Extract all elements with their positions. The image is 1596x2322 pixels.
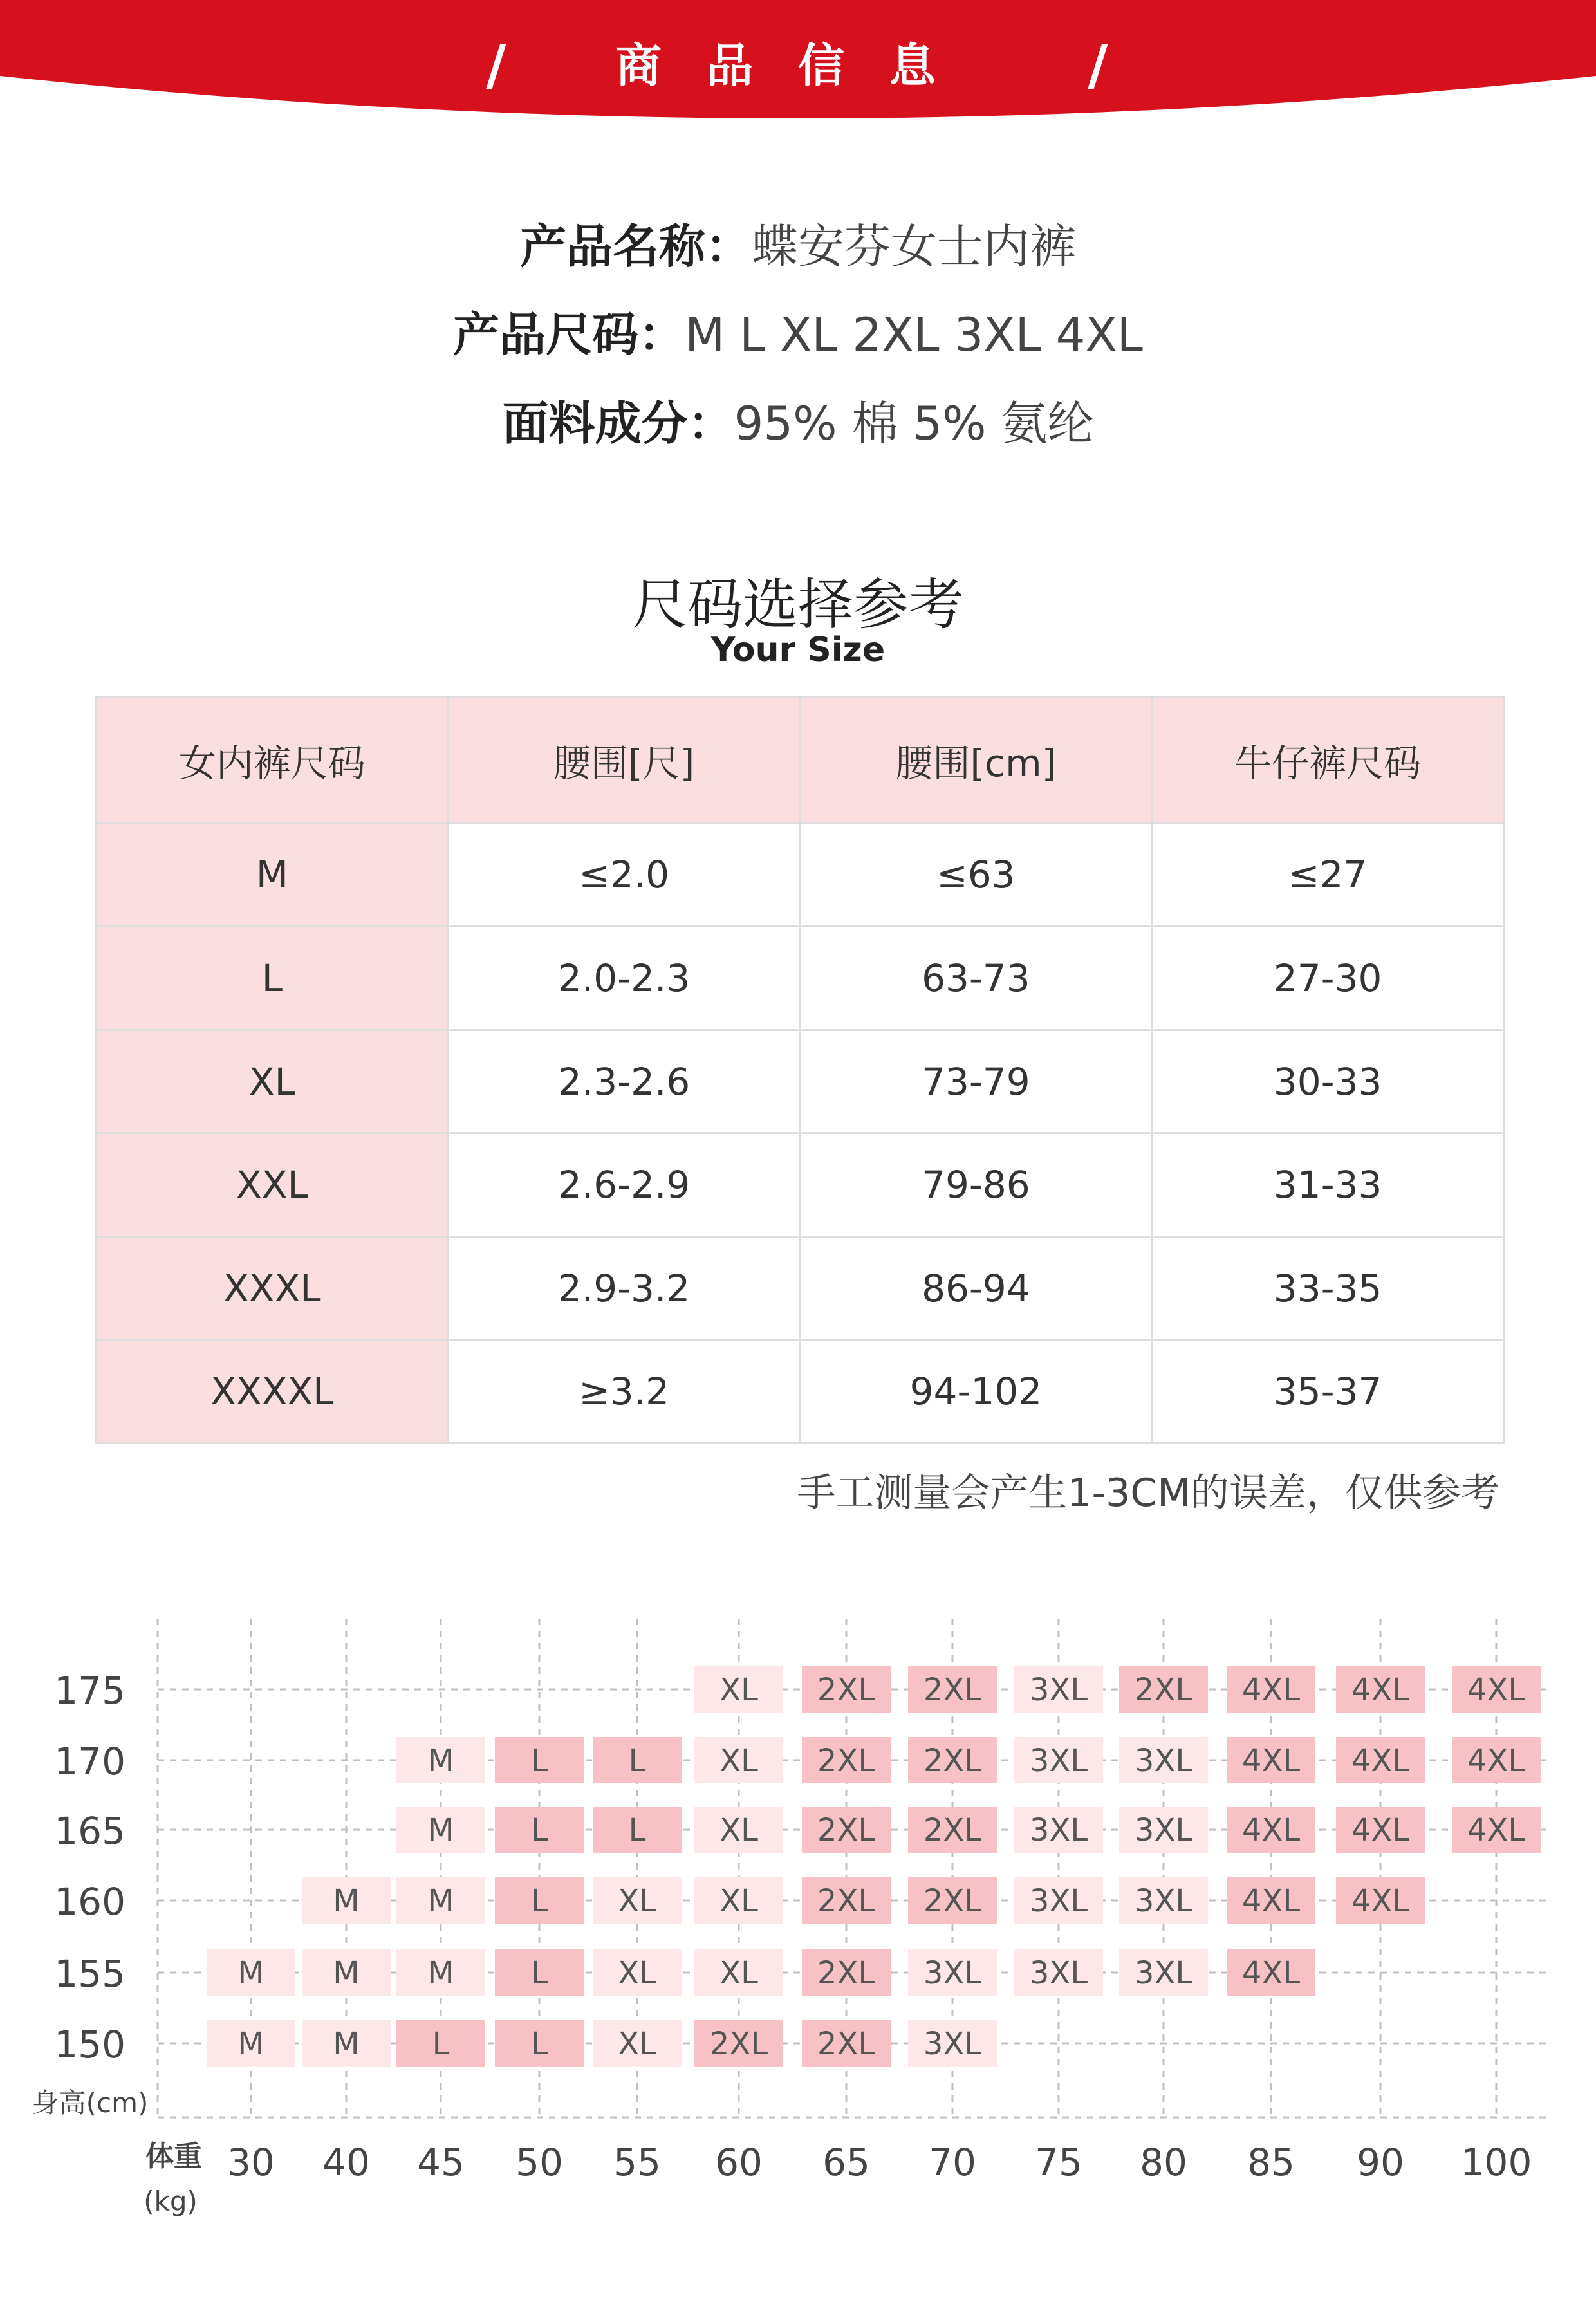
size-cell-label: 4XL bbox=[1351, 1743, 1410, 1779]
size-cell: XXXXL bbox=[97, 1340, 449, 1444]
size-cell-label: 3XL bbox=[1029, 1955, 1088, 1991]
size-cell-label: XL bbox=[618, 1955, 656, 1991]
size-cell-label: L bbox=[530, 1955, 548, 1991]
size-cell-label: 2XL bbox=[923, 1883, 982, 1919]
size-cell-label: 3XL bbox=[1134, 1883, 1193, 1919]
size-cell-label: 2XL bbox=[817, 1743, 876, 1779]
product-size-label: 产品尺码： bbox=[453, 308, 685, 362]
size-cell-label: 2XL bbox=[923, 1672, 982, 1708]
size-section-title: 尺码选择参考 bbox=[632, 573, 964, 637]
product-size-line bbox=[0, 297, 1596, 364]
x-tick-label: 40 bbox=[322, 2141, 370, 2184]
size-cell-label: 2XL bbox=[817, 1812, 876, 1848]
size-cell-label: 4XL bbox=[1351, 1812, 1410, 1848]
size-cell-label: 4XL bbox=[1351, 1672, 1410, 1708]
size-cell-label: M bbox=[237, 1955, 264, 1991]
size-table-row bbox=[97, 823, 1504, 927]
size-cell-label: 3XL bbox=[1029, 1743, 1088, 1779]
size-cell: 2.9-3.2 bbox=[448, 1236, 800, 1340]
x-tick-label: 55 bbox=[613, 2141, 661, 2184]
size-cell-label: XL bbox=[719, 1743, 758, 1779]
size-cell-label: M bbox=[333, 1883, 360, 1919]
size-cell-label: 4XL bbox=[1241, 1883, 1301, 1919]
size-cell-label: 2XL bbox=[709, 2026, 768, 2062]
size-cell-label: 2XL bbox=[817, 1672, 876, 1708]
size-cell-label: 3XL bbox=[1029, 1672, 1088, 1708]
size-cell: 35-37 bbox=[1152, 1340, 1504, 1444]
x-tick-label: 80 bbox=[1140, 2141, 1187, 2184]
size-cell: 94-102 bbox=[800, 1340, 1152, 1444]
size-cell-label: L bbox=[530, 1883, 548, 1919]
size-table-row bbox=[97, 1133, 1504, 1237]
header-left-slash: / bbox=[486, 33, 506, 98]
size-cell-label: 2XL bbox=[923, 1812, 982, 1848]
size-cell-label: L bbox=[432, 2026, 450, 2062]
product-name-label: 产品名称： bbox=[519, 219, 752, 274]
size-table bbox=[95, 696, 1505, 1444]
size-cell-label: 3XL bbox=[923, 1955, 982, 1991]
size-cell-label: 3XL bbox=[1134, 1812, 1193, 1848]
size-cell-label: 3XL bbox=[1134, 1955, 1193, 1991]
size-cell: ≤27 bbox=[1152, 823, 1504, 927]
y-tick-label: 165 bbox=[54, 1809, 125, 1853]
y-tick-label: 160 bbox=[54, 1880, 125, 1924]
size-cell-label: 3XL bbox=[1134, 1743, 1193, 1779]
x-tick-label: 50 bbox=[515, 2141, 563, 2184]
size-cell-label: L bbox=[530, 2026, 548, 2062]
size-cell-label: L bbox=[530, 1743, 548, 1779]
size-cell-label: 2XL bbox=[923, 1743, 982, 1779]
size-cell: M bbox=[97, 823, 449, 927]
size-cell: XXXL bbox=[97, 1236, 449, 1340]
size-cell-label: 4XL bbox=[1241, 1743, 1301, 1779]
x-tick-label: 85 bbox=[1247, 2141, 1295, 2184]
size-cell-label: 4XL bbox=[1241, 1672, 1301, 1708]
height-weight-chart bbox=[0, 1583, 1596, 2304]
size-table-row bbox=[97, 1030, 1504, 1133]
size-table-row bbox=[97, 927, 1504, 1030]
size-table-header: 牛仔裤尺码 bbox=[1152, 698, 1504, 824]
header-banner bbox=[0, 0, 1596, 129]
size-cell-label: XL bbox=[719, 1955, 758, 1991]
size-cell: 33-35 bbox=[1152, 1236, 1504, 1340]
size-cell: XXL bbox=[97, 1133, 449, 1237]
x-tick-label: 90 bbox=[1357, 2141, 1404, 2184]
x-tick-label: 30 bbox=[227, 2141, 275, 2184]
size-cell-label: M bbox=[427, 1955, 454, 1991]
size-table-header: 腰围[尺] bbox=[448, 698, 800, 824]
size-cell: 86-94 bbox=[800, 1236, 1152, 1340]
size-cell-label: M bbox=[427, 1743, 454, 1779]
size-cell: 2.0-2.3 bbox=[448, 927, 800, 1030]
size-cell-label: XL bbox=[719, 1812, 758, 1848]
size-cell-label: 4XL bbox=[1467, 1812, 1526, 1848]
x-tick-label: 45 bbox=[417, 2141, 465, 2184]
y-tick-label: 175 bbox=[54, 1669, 125, 1713]
x-tick-label: 60 bbox=[715, 2141, 763, 2184]
size-table-header: 女内裤尺码 bbox=[97, 698, 449, 824]
size-cell: 2.3-2.6 bbox=[448, 1030, 800, 1133]
size-cell-label: XL bbox=[618, 2026, 656, 2062]
size-cell-label: L bbox=[628, 1743, 646, 1779]
size-cell: 63-73 bbox=[800, 927, 1152, 1030]
x-axis-unit: (kg) bbox=[144, 2186, 198, 2217]
size-cell-label: XL bbox=[618, 1883, 656, 1919]
size-cell-label: L bbox=[530, 1812, 548, 1848]
size-cell-label: M bbox=[237, 2026, 264, 2062]
size-cell-label: M bbox=[333, 2026, 360, 2062]
size-cell: 73-79 bbox=[800, 1030, 1152, 1133]
x-axis-label: 体重 bbox=[145, 2140, 202, 2173]
product-fabric-line bbox=[0, 386, 1596, 453]
size-cell-label: 3XL bbox=[923, 2026, 982, 2062]
size-cell-label: 3XL bbox=[1029, 1812, 1088, 1848]
size-cell-label: 2XL bbox=[817, 1883, 876, 1919]
size-table-header: 腰围[cm] bbox=[800, 698, 1152, 824]
measurement-note: 手工测量会产生1-3CM的误差，仅供参考 bbox=[797, 1471, 1499, 1516]
size-table-row bbox=[97, 1236, 1504, 1340]
product-fabric-value: 95% 棉 5% 氨纶 bbox=[734, 396, 1094, 450]
size-cell-label: M bbox=[333, 1955, 360, 1991]
size-cell-label: 4XL bbox=[1241, 1812, 1301, 1848]
size-cell-label: M bbox=[427, 1812, 454, 1848]
y-tick-label: 155 bbox=[54, 1952, 125, 1996]
size-cell-label: L bbox=[628, 1812, 646, 1848]
size-cell-label: 2XL bbox=[817, 2026, 876, 2062]
size-cell: XL bbox=[97, 1030, 449, 1133]
size-cell: 2.6-2.9 bbox=[448, 1133, 800, 1237]
x-tick-label: 100 bbox=[1460, 2141, 1532, 2184]
size-cell: 79-86 bbox=[800, 1133, 1152, 1237]
size-table-row bbox=[97, 1340, 1504, 1444]
y-tick-label: 170 bbox=[54, 1740, 125, 1783]
size-cell: 31-33 bbox=[1152, 1133, 1504, 1237]
size-cell: L bbox=[97, 927, 449, 1030]
size-cell-label: M bbox=[427, 1883, 454, 1919]
product-name-value: 蝶安芬女士内裤 bbox=[752, 219, 1077, 274]
size-cell: 30-33 bbox=[1152, 1030, 1504, 1133]
size-cell: ≤2.0 bbox=[448, 823, 800, 927]
y-axis-label: 身高(cm) bbox=[32, 2087, 149, 2119]
size-cell-label: 4XL bbox=[1351, 1883, 1410, 1919]
header-right-slash: / bbox=[1088, 33, 1108, 98]
size-cell-label: 2XL bbox=[1134, 1672, 1193, 1708]
product-size-value: M L XL 2XL 3XL 4XL bbox=[685, 308, 1143, 362]
size-cell: 27-30 bbox=[1152, 927, 1504, 1030]
size-cell: ≥3.2 bbox=[448, 1340, 800, 1444]
x-tick-label: 70 bbox=[929, 2141, 976, 2184]
size-cell-label: XL bbox=[719, 1672, 758, 1708]
size-cell-label: 4XL bbox=[1467, 1672, 1526, 1708]
size-cell: ≤63 bbox=[800, 823, 1152, 927]
x-tick-label: 65 bbox=[822, 2141, 870, 2184]
size-cell-label: XL bbox=[719, 1883, 758, 1919]
size-cell-label: 2XL bbox=[817, 1955, 876, 1991]
product-fabric-label: 面料成分： bbox=[502, 396, 734, 450]
y-tick-label: 150 bbox=[54, 2023, 125, 2067]
size-cell-label: 4XL bbox=[1467, 1743, 1526, 1779]
product-name-line bbox=[0, 209, 1596, 276]
size-cell-label: 4XL bbox=[1241, 1955, 1301, 1991]
size-section-subtitle: Your Size bbox=[710, 631, 886, 669]
size-cell-label: 3XL bbox=[1029, 1883, 1088, 1919]
header-title: 商品信息 bbox=[615, 39, 981, 93]
size-table-header-row bbox=[97, 698, 1504, 824]
x-tick-label: 75 bbox=[1035, 2141, 1082, 2184]
